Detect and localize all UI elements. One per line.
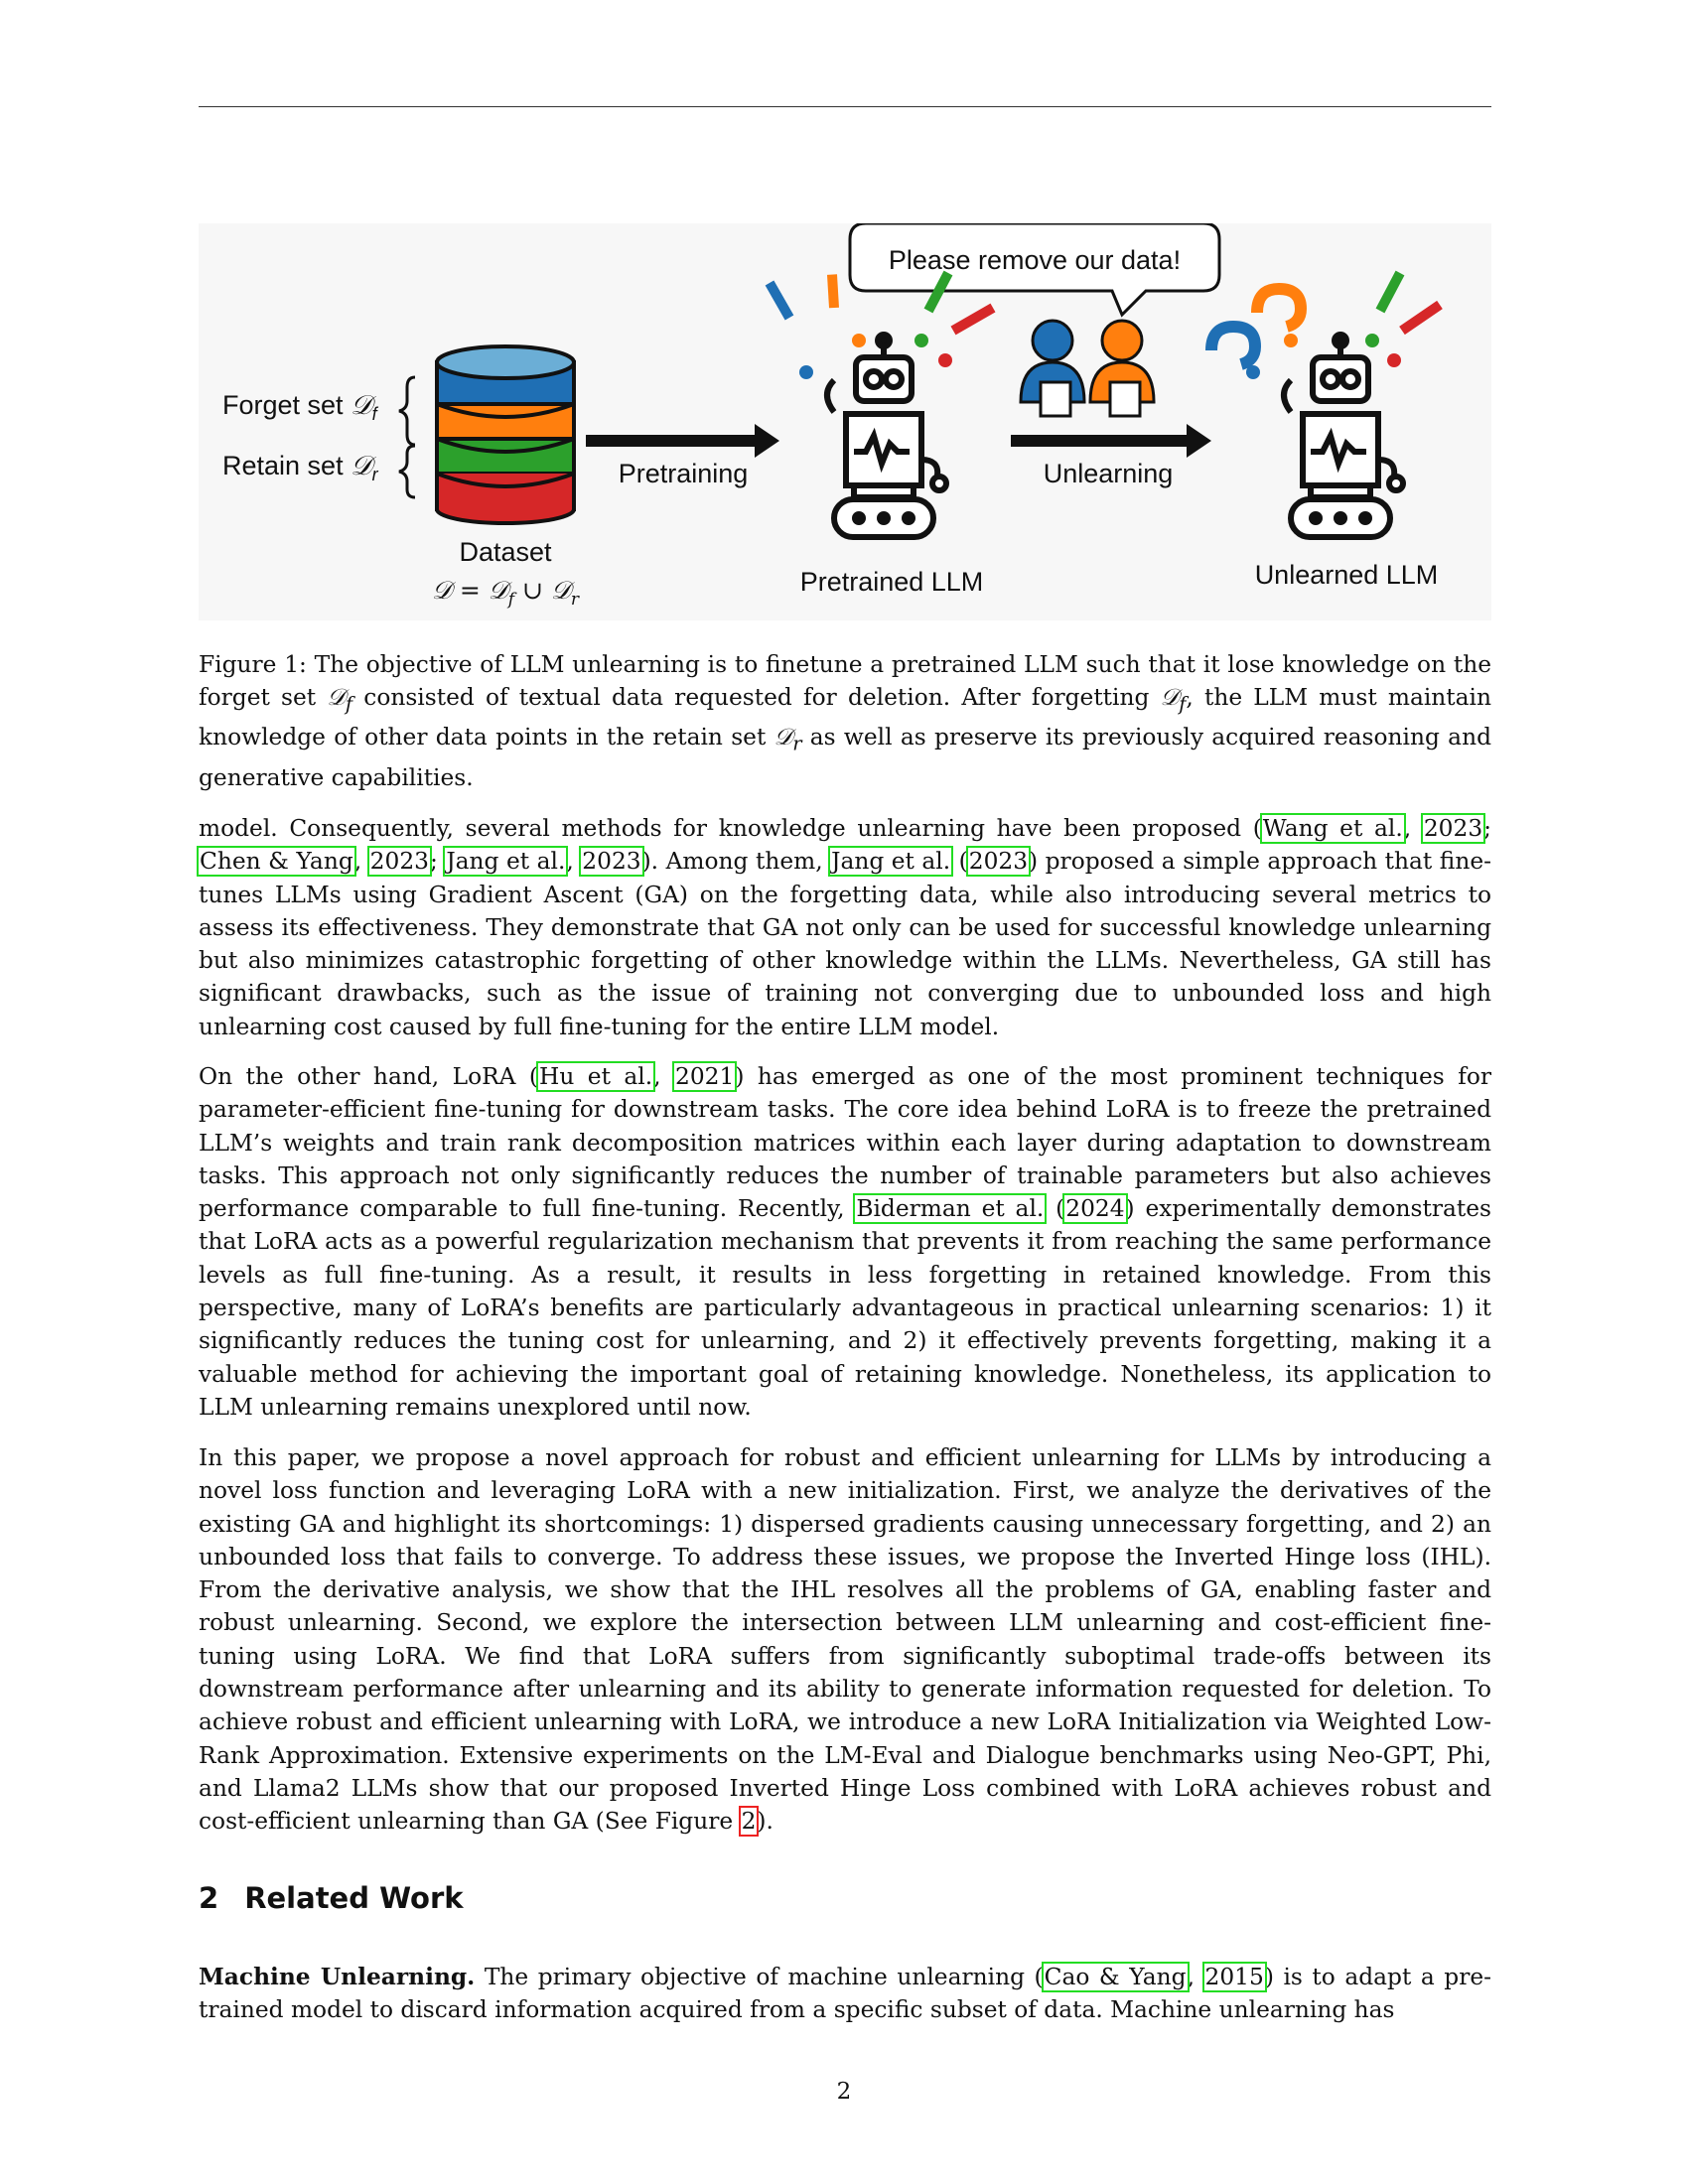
svg-text:Unlearning: Unlearning bbox=[1043, 459, 1174, 488]
paragraph-contributions: In this paper, we propose a novel approach for robust and efficient unlearning for LLMs by introducing a novel loss function and leveraging LoRA with a new initialization. First, we analyze the derivatives of the existing GA and highlight its shortcomings: 1) dispersed gradients causing unnecessary forgetting, and 2) an unbounded loss that fails to converge. To address these issues, we propose the Inverted Hinge loss (IHL). From the derivative analysis, we show that the IHL resolves all the problems of GA, enabling faster and robust unlearning. Second, we explore the intersection between LLM unlearning and cost-efficient fine-tuning using LoRA. We find that LoRA suffers from significantly suboptimal trade-offs between its downstream performance after unlearning and its ability to generate information requested for deletion. To achieve robust and efficient unlearning with LoRA, we introduce a new LoRA Initialization via Weighted Low-Rank Approximation. Extensive experiments on the LM-Eval and Dialogue benchmarks using Neo-GPT, Phi, and Llama2 LLMs show that our proposed Inverted Hinge Loss combined with LoRA achieves robust and cost-efficient unlearning than GA (See Figure 2). bbox=[199, 1444, 1491, 1836]
citation-hu-2021-year[interactable]: 2021 bbox=[675, 1063, 735, 1090]
svg-text:Dataset: Dataset bbox=[459, 537, 552, 567]
citation-chen-yang-2023-year[interactable]: 2023 bbox=[369, 848, 429, 876]
svg-text:𝒟 = 𝒟f ∪ 𝒟r: 𝒟 = 𝒟$_f$ ∪ 𝒟$_r$ bbox=[432, 576, 579, 610]
citation-biderman-2024[interactable]: Biderman et al. bbox=[856, 1195, 1045, 1223]
figure-1-caption: Figure 1: The objective of LLM unlearning is to finetune a pretrained LLM such that it lose knowledge on the forget set 𝒟$_f$ consisted of textual data requested for deletion. After forgetting 𝒟$_f$, the LLM must maintain knowledge of other data points in the retain set 𝒟$_r$ as well as preserve its previously acquired reasoning and generative capabilities. bbox=[199, 651, 1491, 791]
citation-cao-yang-2015-year[interactable]: 2015 bbox=[1204, 1964, 1264, 1990]
database-icon bbox=[437, 346, 574, 523]
figure-2-reference[interactable]: 2 bbox=[741, 1808, 757, 1836]
section-heading-related-work: 2 Related Work bbox=[199, 1881, 464, 1915]
paragraph-unlearning-methods: model. Consequently, several methods for knowledge unlearning have been proposed (Wang et al., 2023; Chen & Yang, 2023; Jang et al., 2023). Among them, Jang et al. (2023) proposed a simple approach that fine-tunes LLMs using Gradient Ascent (GA) on the forgetting data, while also introducing several metrics to assess its effectiveness. They demonstrate that GA not only can be used for successful knowledge unlearning but also minimizes catastrophic forgetting of other knowledge within the LLMs. Nevertheless, GA still has significant drawbacks, such as the issue of training not converging due to unbounded loss and high unlearning cost caused by full fine-tuning for the entire LLM model. bbox=[199, 815, 1492, 1040]
forget-set-label: Forget set 𝒟$_f$ bbox=[222, 390, 377, 424]
citation-cao-yang-2015[interactable]: Cao & Yang bbox=[1044, 1964, 1187, 1990]
retain-set-label: Retain set 𝒟$_r$ bbox=[222, 451, 378, 484]
figure-1-illustration bbox=[199, 223, 1491, 620]
citation-chen-yang-2023[interactable]: Chen & Yang bbox=[200, 848, 353, 876]
svg-text:Pretrained LLM: Pretrained LLM bbox=[799, 567, 984, 597]
paragraph-lora: On the other hand, LoRA (Hu et al., 2021) has emerged as one of the most prominent techniques for parameter-efficient fine-tuning for downstream tasks. The core idea behind LoRA is to freeze the pretrained LLM’s weights and train rank decomposition matrices within each layer during adaptation to downstream tasks. This approach not only significantly reduces the number of trainable parameters but also achieves performance comparable to full fine-tuning. Recently, Biderman et al. (2024) experimentally demonstrates that LoRA acts as a powerful regularization mechanism that prevents it from reaching the same performance levels as full fine-tuning. As a result, it results in less forgetting in retained knowledge. From this perspective, many of LoRA’s benefits are particularly advantageous in practical unlearning scenarios: 1) it significantly reduces the tuning cost for unlearning, and 2) it effectively prevents forgetting, making it a valuable method for achieving the important goal of retaining knowledge. Nonetheless, its application to LLM unlearning remains unexplored until now. bbox=[199, 1063, 1492, 1421]
svg-text:Please remove our data!: Please remove our data! bbox=[888, 245, 1182, 275]
page-number: 2 bbox=[836, 2079, 852, 2105]
header-rule bbox=[199, 106, 1491, 107]
svg-text:Unlearned LLM: Unlearned LLM bbox=[1254, 560, 1439, 590]
citation-wang-2023[interactable]: Wang et al. bbox=[1262, 815, 1403, 842]
paragraph-machine-unlearning: Machine Unlearning. The primary objective of machine unlearning (Cao & Yang, 2015) is to adapt a pre-trained model to discard information acquired from a specific subset of data. Machine unlearning has bbox=[199, 1964, 1491, 2024]
citation-hu-2021[interactable]: Hu et al. bbox=[539, 1063, 653, 1090]
caption-prefix: Figure 1: bbox=[199, 651, 307, 678]
citation-biderman-2024-year[interactable]: 2024 bbox=[1065, 1195, 1125, 1223]
citation-jang-2023-b[interactable]: Jang et al. bbox=[831, 848, 951, 876]
citation-jang-2023-year[interactable]: 2023 bbox=[582, 848, 641, 876]
citation-jang-2023[interactable]: Jang et al. bbox=[446, 848, 566, 876]
citation-jang-2023-b-year[interactable]: 2023 bbox=[968, 848, 1029, 876]
citation-wang-2023-year[interactable]: 2023 bbox=[1423, 815, 1483, 842]
svg-text:Pretraining: Pretraining bbox=[618, 459, 749, 488]
